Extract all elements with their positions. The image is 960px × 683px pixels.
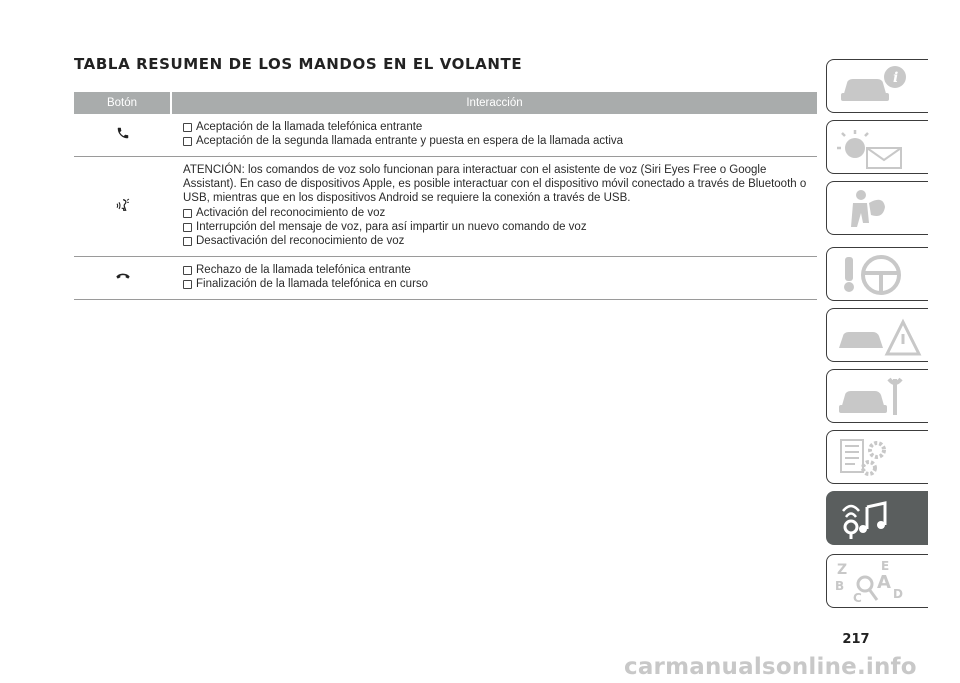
index-az-icon <box>833 558 923 604</box>
interaction-cell <box>171 257 817 300</box>
car-maintenance-icon <box>833 373 923 419</box>
checkbox-bullet-icon <box>183 223 192 232</box>
side-tab-multimedia[interactable] <box>826 491 928 545</box>
side-tab-safety[interactable] <box>826 181 928 235</box>
side-tab-emergency[interactable] <box>826 308 928 362</box>
svg-text:C: C <box>853 591 862 604</box>
car-info-icon <box>833 63 923 109</box>
table-row <box>74 157 817 257</box>
emergency-icon <box>833 312 923 358</box>
page-number: 217 <box>842 632 870 647</box>
checkbox-bullet-icon <box>183 266 192 275</box>
table-row <box>74 114 817 157</box>
svg-text:B: B <box>835 579 845 593</box>
safety-airbag-icon <box>833 185 923 231</box>
checkbox-bullet-icon <box>183 237 192 246</box>
list-item: Finalización de la llamada telefónica en curso <box>183 277 817 291</box>
technical-data-icon <box>833 434 923 480</box>
svg-text:i: i <box>893 70 899 86</box>
list-item: Interrupción del mensaje de voz, para así impartir un nuevo comando de voz <box>183 220 817 234</box>
list-item: Aceptación de la segunda llamada entrante y puesta en espera de la llamada activa <box>183 134 817 148</box>
svg-text:E: E <box>881 559 890 573</box>
checkbox-bullet-icon <box>183 280 192 289</box>
interaction-cell <box>171 157 817 257</box>
phone-answer-icon <box>116 126 130 140</box>
svg-text:D: D <box>893 587 903 601</box>
icon-cell <box>74 157 171 257</box>
side-tab-technical-data[interactable] <box>826 430 928 484</box>
list-item: Activación del reconocimiento de voz <box>183 206 817 220</box>
checkbox-bullet-icon <box>183 209 192 218</box>
icon-cell <box>74 114 171 157</box>
icon-cell <box>74 257 171 300</box>
commands-table <box>74 92 817 300</box>
list-item: Desactivación del reconocimiento de voz <box>183 234 817 248</box>
svg-text:Z: Z <box>837 562 848 578</box>
multimedia-icon <box>833 495 923 541</box>
page-title: TABLA RESUMEN DE LOS MANDOS EN EL VOLANTE <box>74 55 523 73</box>
phone-hangup-icon <box>115 271 131 281</box>
list-item: Rechazo de la llamada telefónica entrante <box>183 263 817 277</box>
side-tab-warning-lights[interactable] <box>826 120 928 174</box>
header-boton: Botón <box>74 92 171 114</box>
checkbox-bullet-icon <box>183 137 192 146</box>
voice-command-icon <box>115 197 131 213</box>
warning-lights-icon <box>833 124 923 170</box>
header-interaccion: Interacción <box>171 92 817 114</box>
list-item: Aceptación de la llamada telefónica entrante <box>183 120 817 134</box>
table-row <box>74 257 817 300</box>
attention-note: ATENCIÓN: los comandos de voz solo funcionan para interactuar con el asistente de voz (Siri Eyes Free o Google Assistant). En caso de dispositivos Apple, es posible interactuar con el dispositivo móvil conectado a través de Bluetooth o USB, mientras que en los dispositivos Android se requiere la conexión a través de USB. <box>183 164 807 204</box>
side-tab-index[interactable] <box>826 554 928 608</box>
side-tab-maintenance[interactable] <box>826 369 928 423</box>
side-tab-steering[interactable] <box>826 247 928 301</box>
watermark: carmanualsonline.info <box>624 654 917 680</box>
side-tab-car-info[interactable] <box>826 59 928 113</box>
steering-wheel-icon <box>833 251 923 297</box>
table-header <box>74 92 817 114</box>
interaction-cell <box>171 114 817 157</box>
svg-text:A: A <box>877 572 891 593</box>
checkbox-bullet-icon <box>183 123 192 132</box>
